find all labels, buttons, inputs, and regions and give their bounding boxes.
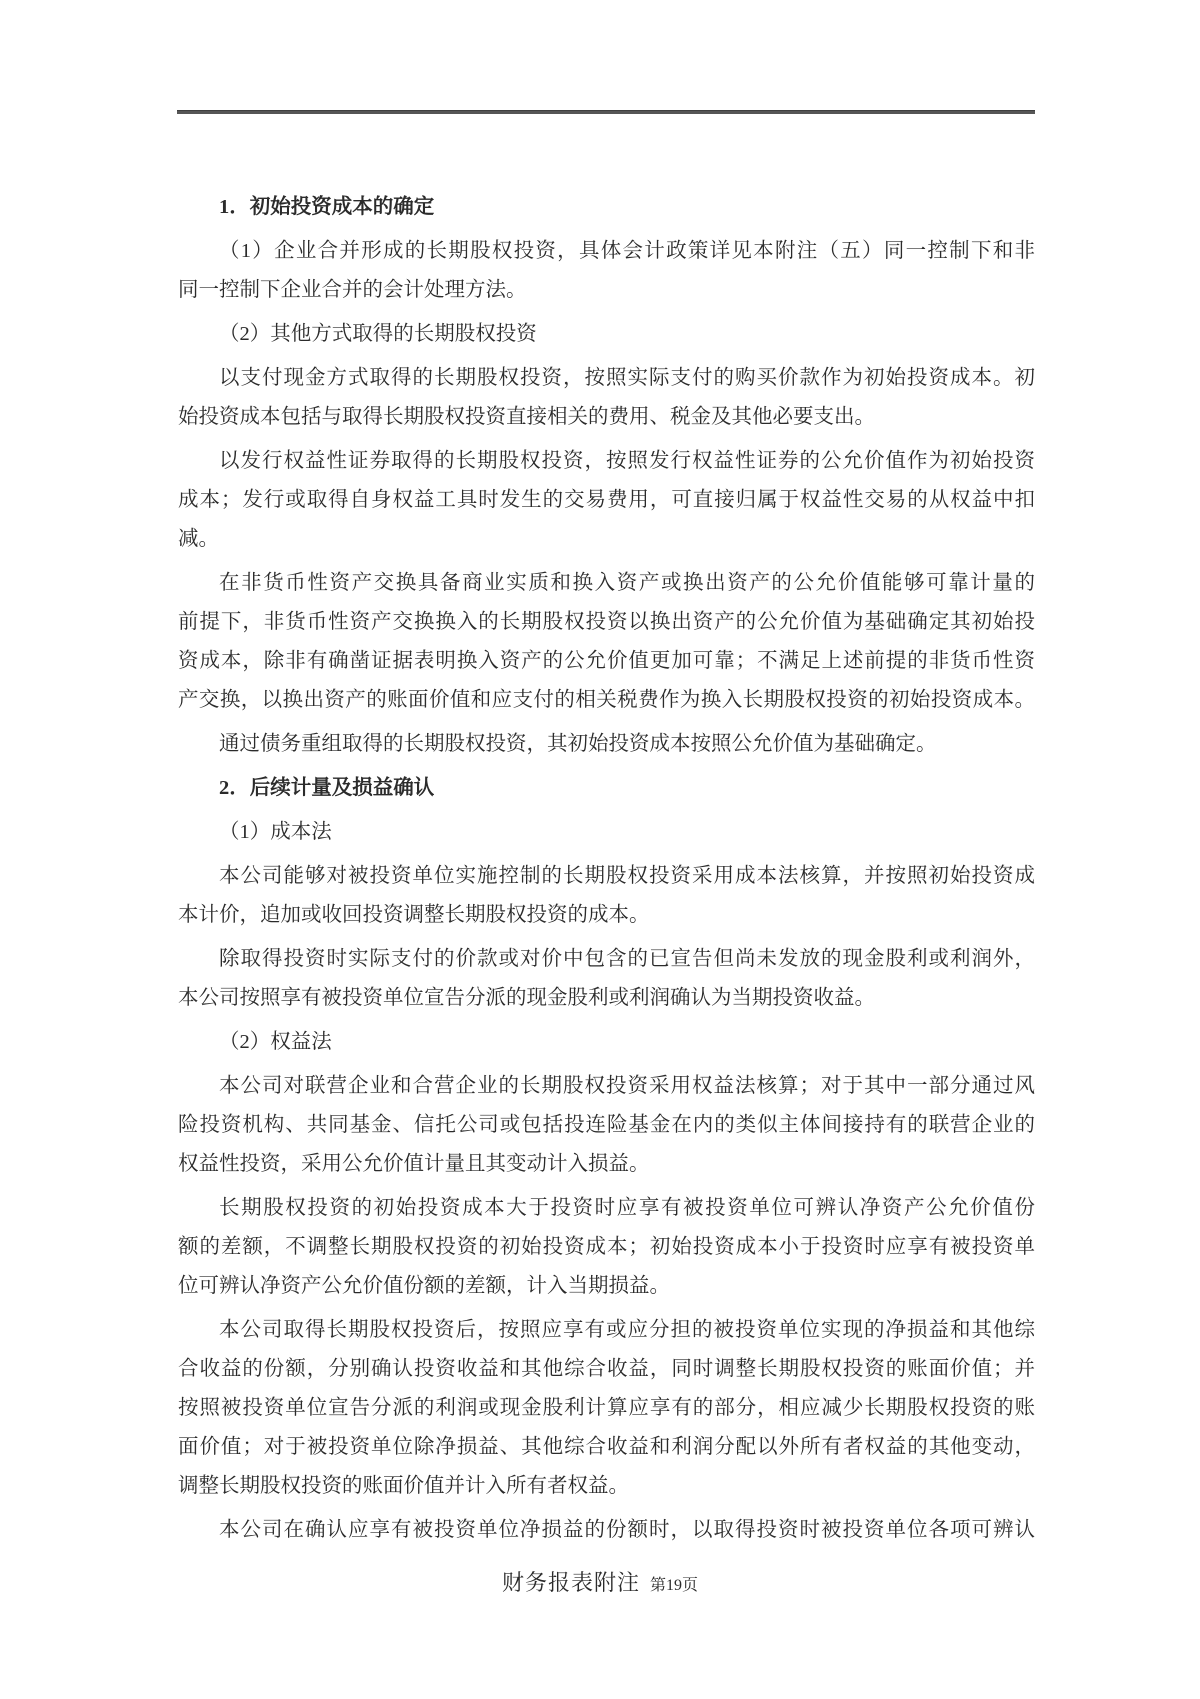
paragraph	[178, 315, 1035, 354]
heading-text: 2．后续计量及损益确认	[219, 777, 435, 799]
paragraph	[178, 857, 1035, 935]
text-line: 长期股权投资的初始投资成本大于投资时应享有被投资单位可辨认净资产公允价值份	[219, 1197, 1035, 1219]
text-line: 本公司在确认应享有被投资单位净损益的份额时，以取得投资时被投资单位各项可辨认	[219, 1519, 1035, 1541]
text-line: 除取得投资时实际支付的价款或对价中包含的已宣告但尚未发放的现金股利或利润外，	[219, 948, 1035, 970]
text-line: 通过债务重组取得的长期股权投资，其初始投资成本按照公允价值为基础确定。	[219, 733, 937, 755]
text-line: （1）企业合并形成的长期股权投资，具体会计政策详见本附注（五）同一控制下和非	[219, 240, 1035, 262]
text-line: （1）成本法	[219, 821, 332, 843]
section-heading-1	[178, 188, 1035, 227]
paragraph	[178, 725, 1035, 764]
text-line: 在非货币性资产交换具备商业实质和换入资产或换出资产的公允价值能够可靠计量的	[219, 572, 1035, 594]
paragraph	[178, 564, 1035, 720]
text-line: 成本；发行或取得自身权益工具时发生的交易费用，可直接归属于权益性交易的从权益中扣	[178, 489, 1035, 511]
paragraph	[178, 1189, 1035, 1306]
section-heading-2	[178, 769, 1035, 808]
paragraph	[178, 1511, 1035, 1550]
heading-text: 1．初始投资成本的确定	[219, 196, 435, 218]
text-line: 始投资成本包括与取得长期股权投资直接相关的费用、税金及其他必要支出。	[178, 406, 875, 428]
text-line: 资成本，除非有确凿证据表明换入资产的公允价值更加可靠；不满足上述前提的非货币性资	[178, 650, 1035, 672]
text-line: （2）权益法	[219, 1031, 332, 1053]
text-line: 合收益的份额，分别确认投资收益和其他综合收益，同时调整长期股权投资的账面价值；并	[178, 1358, 1035, 1380]
text-line: 本公司对联营企业和合营企业的长期股权投资采用权益法核算；对于其中一部分通过风	[219, 1075, 1035, 1097]
page-footer	[0, 1566, 1200, 1597]
text-line: 本公司能够对被投资单位实施控制的长期股权投资采用成本法核算，并按照初始投资成	[219, 865, 1035, 887]
text-line: 位可辨认净资产公允价值份额的差额，计入当期损益。	[178, 1275, 670, 1297]
text-line: 本公司按照享有被投资单位宣告分派的现金股利或利润确认为当期投资收益。	[178, 987, 875, 1009]
text-line: 以支付现金方式取得的长期股权投资，按照实际支付的购买价款作为初始投资成本。初	[219, 367, 1035, 389]
text-line: 前提下，非货币性资产交换换入的长期股权投资以换出资产的公允价值为基础确定其初始投	[178, 611, 1035, 633]
text-line: 本计价，追加或收回投资调整长期股权投资的成本。	[178, 904, 650, 926]
paragraph	[178, 813, 1035, 852]
text-line: 同一控制下企业合并的会计处理方法。	[178, 279, 527, 301]
text-line: 按照被投资单位宣告分派的利润或现金股利计算应享有的部分，相应减少长期股权投资的账	[178, 1397, 1035, 1419]
text-line: 本公司取得长期股权投资后，按照应享有或应分担的被投资单位实现的净损益和其他综	[219, 1319, 1035, 1341]
text-line: 额的差额，不调整长期股权投资的初始投资成本；初始投资成本小于投资时应享有被投资单	[178, 1236, 1035, 1258]
paragraph	[178, 232, 1035, 310]
text-line: 险投资机构、共同基金、信托公司或包括投连险基金在内的类似主体间接持有的联营企业的	[178, 1114, 1035, 1136]
paragraph	[178, 442, 1035, 559]
text-line: 权益性投资，采用公允价值计量且其变动计入损益。	[178, 1153, 650, 1175]
footer-page-number: 第19页	[650, 1577, 699, 1594]
header-rule	[177, 110, 1035, 114]
paragraph	[178, 1023, 1035, 1062]
text-line: 减。	[178, 528, 219, 550]
document-body	[178, 188, 1035, 1555]
footer-title: 财务报表附注	[501, 1570, 640, 1595]
text-line: 调整长期股权投资的账面价值并计入所有者权益。	[178, 1475, 629, 1497]
text-line: 面价值；对于被投资单位除净损益、其他综合收益和利润分配以外所有者权益的其他变动，	[178, 1436, 1035, 1458]
paragraph	[178, 359, 1035, 437]
text-line: （2）其他方式取得的长期股权投资	[219, 323, 537, 345]
text-line: 产交换，以换出资产的账面价值和应支付的相关税费作为换入长期股权投资的初始投资成本。	[178, 689, 1035, 711]
paragraph	[178, 940, 1035, 1018]
text-line: 以发行权益性证券取得的长期股权投资，按照发行权益性证券的公允价值作为初始投资	[219, 450, 1035, 472]
paragraph	[178, 1311, 1035, 1506]
paragraph	[178, 1067, 1035, 1184]
